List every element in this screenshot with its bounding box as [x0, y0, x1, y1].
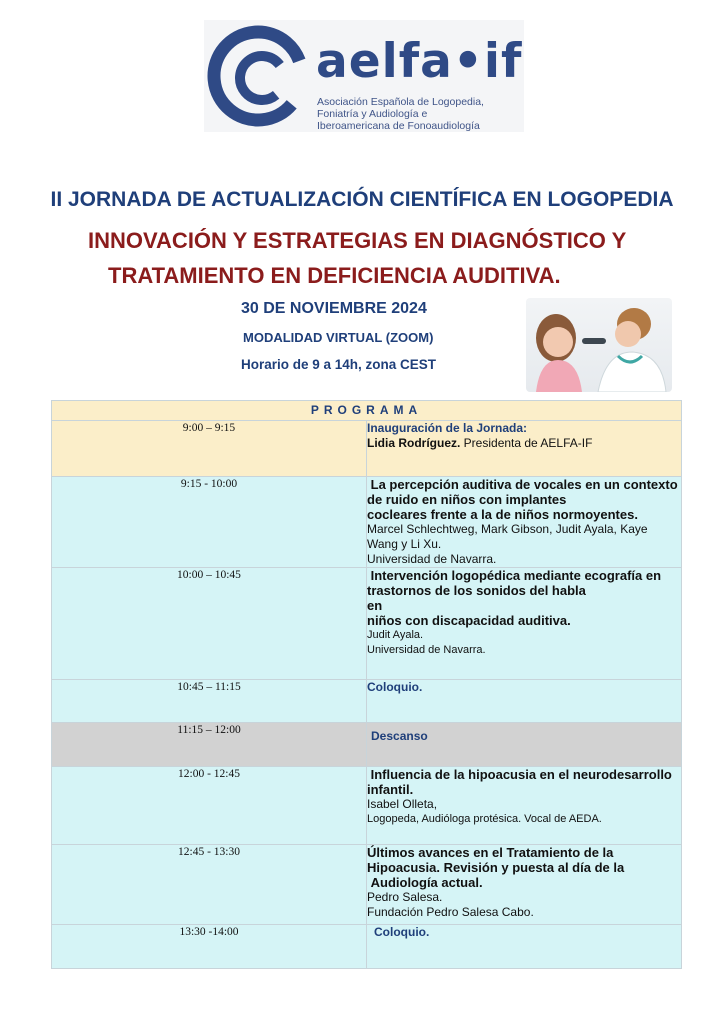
aelfa-swirl-icon	[206, 24, 312, 128]
event-date: 30 DE NOVIEMBRE 2024	[241, 300, 427, 317]
row-title: Coloquio.	[367, 680, 423, 694]
content-cell	[367, 845, 682, 925]
table-row	[52, 723, 682, 767]
table-row	[52, 421, 682, 477]
program-table	[51, 400, 682, 969]
talk-title: Últimos avances en el Tratamiento de la Hipoacusia. Revisión y puesta al día de la Audiología actual.	[367, 845, 625, 890]
talk-title: Influencia de la hipoacusia en el neurodesarrollo infantil.	[367, 767, 672, 797]
time-cell: 9:00 – 9:15	[52, 421, 367, 477]
logo-subtitle: Asociación Española de Logopedia, Foniatría y Audiología e Iberoamericana de Fonoaudiología	[317, 96, 484, 132]
affiliation: Universidad de Navarra.	[367, 552, 497, 566]
content-cell	[367, 925, 682, 969]
time-cell: 12:45 - 13:30	[52, 845, 367, 925]
content-cell	[367, 421, 682, 477]
aelfa-logo	[204, 20, 524, 132]
row-title: Coloquio.	[374, 925, 430, 939]
time-cell: 13:30 -14:00	[52, 925, 367, 969]
audiology-exam-photo	[526, 298, 672, 392]
table-row	[52, 680, 682, 723]
time-cell: 10:45 – 11:15	[52, 680, 367, 723]
time-cell: 9:15 - 10:00	[52, 477, 367, 568]
row-title: Inauguración de la Jornada:	[367, 421, 528, 435]
talk-title: La percepción auditiva de vocales en un contexto de ruido en niños con implantes cocleares frente a la de niños normoyentes.	[367, 477, 678, 522]
event-hours: Horario de 9 a 14h, zona CEST	[241, 357, 437, 372]
speakers: Isabel Olleta,	[367, 797, 438, 811]
photo-illustration	[526, 298, 672, 392]
affiliation: Universidad de Navarra.	[367, 644, 486, 656]
time-cell: 10:00 – 10:45	[52, 568, 367, 680]
program-header-row	[52, 401, 682, 421]
content-cell	[367, 723, 682, 767]
content-cell	[367, 680, 682, 723]
speakers: Marcel Schlechtweg, Mark Gibson, Judit Ayala, Kaye Wang y Li Xu.	[367, 522, 648, 551]
event-mode: MODALIDAD VIRTUAL (ZOOM)	[243, 330, 434, 345]
logo-name: aelfa•if	[316, 34, 523, 89]
table-row	[52, 568, 682, 680]
event-subtitle-line2: TRATAMIENTO EN DEFICIENCIA AUDITIVA.	[108, 263, 561, 288]
table-row	[52, 925, 682, 969]
table-row	[52, 477, 682, 568]
content-cell	[367, 767, 682, 845]
content-cell	[367, 477, 682, 568]
time-cell: 12:00 - 12:45	[52, 767, 367, 845]
talk-title: Intervención logopédica mediante ecografía en trastornos de los sonidos del habla en niños con discapacidad auditiva.	[367, 568, 662, 628]
speaker-line: Lidia Rodríguez. Presidenta de AELFA-IF	[367, 436, 593, 450]
table-row	[52, 767, 682, 845]
event-title: II JORNADA DE ACTUALIZACIÓN CIENTÍFICA EN LOGOPEDIA	[50, 188, 674, 211]
event-subtitle-line1: INNOVACIÓN Y ESTRATEGIAS EN DIAGNÓSTICO Y	[88, 228, 627, 253]
affiliation: Fundación Pedro Salesa Cabo.	[367, 905, 534, 919]
table-row	[52, 845, 682, 925]
speakers: Pedro Salesa.	[367, 890, 443, 904]
row-title: Descanso	[371, 729, 428, 743]
time-cell: 11:15 – 12:00	[52, 723, 367, 767]
affiliation: Logopeda, Audióloga protésica. Vocal de AEDA.	[367, 813, 602, 825]
speakers: Judit Ayala.	[367, 629, 424, 641]
program-heading: PROGRAMA	[52, 401, 682, 421]
content-cell	[367, 568, 682, 680]
